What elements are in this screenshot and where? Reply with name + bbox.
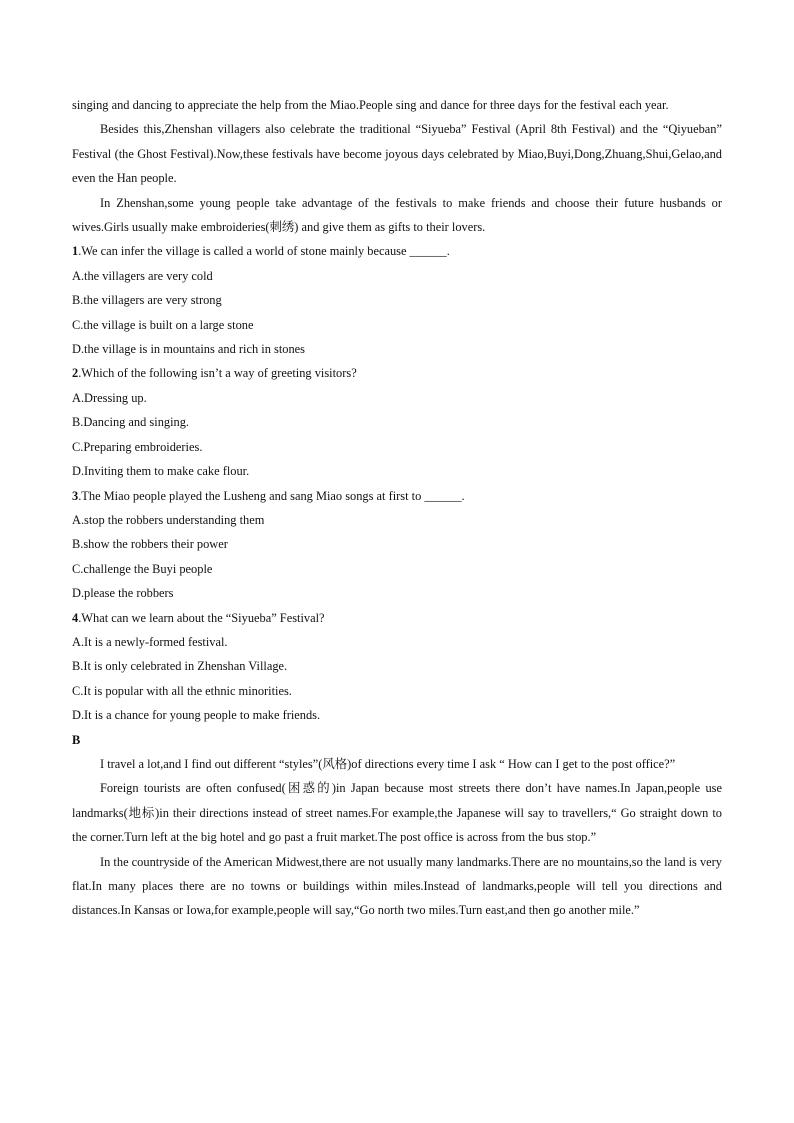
passage-b-paragraph-3: In the countryside of the American Midwest,there are not usually many landmarks.There are no mountains,so the land is very flat.In many places there are no towns or buildings within miles.Instead of landmarks,people will tell you directions and distances.In Kansas or Iowa,for example,people will say,“Go north two miles.Turn east,and then go another mile.” [72, 854, 722, 918]
question-number: 1 [72, 244, 79, 259]
question-text: .We can infer the village is called a world of stone mainly because ______. [78, 244, 450, 259]
question-number: 4 [72, 610, 79, 625]
question-number: 2 [72, 366, 79, 381]
question-2-option-d: D.Inviting them to make cake flour. [72, 464, 250, 479]
question-2-option-b: B.Dancing and singing. [72, 415, 190, 430]
question-1-option-a: A.the villagers are very cold [72, 268, 213, 283]
question-number: 3 [72, 488, 79, 503]
question-text: .What can we learn about the “Siyueba” Festival? [78, 610, 325, 625]
passage-a-paragraph-1: singing and dancing to appreciate the help from the Miao.People sing and dance for three days for the festival each year. [72, 98, 669, 112]
passage-a-paragraph-3: In Zhenshan,some young people take advantage of the festivals to make friends and choose their future husbands or wives.Girls usually make embroideries(刺绣) and give them as gifts to their lovers. [72, 195, 722, 235]
question-4 [72, 606, 722, 630]
question-2-option-c: C.Preparing embroideries. [72, 439, 203, 454]
question-3-option-d: D.please the robbers [72, 586, 174, 601]
passage-b-paragraph-1: I travel a lot,and I find out different “styles”(风格)of directions every time I ask “ How can I get to the post office?” [100, 756, 676, 771]
question-3-option-a: A.stop the robbers understanding them [72, 512, 265, 527]
question-3 [72, 484, 722, 508]
question-text: .The Miao people played the Lusheng and sang Miao songs at first to ______. [78, 488, 465, 503]
question-3-option-b: B.show the robbers their power [72, 537, 228, 552]
question-2 [72, 361, 722, 385]
question-4-option-d: D.It is a chance for young people to make friends. [72, 708, 321, 723]
question-1 [72, 239, 722, 263]
question-1-option-c: C.the village is built on a large stone [72, 317, 254, 332]
question-2-option-a: A.Dressing up. [72, 390, 147, 405]
passage-a-paragraph-2: Besides this,Zhenshan villagers also celebrate the traditional “Siyueba” Festival (April 8th Festival) and the “Qiyueban” Festival (the Ghost Festival).Now,these festivals have become joyous days celebrated by Miao,Buyi,Dong,Zhuang,Shui,Gelao,and even the Han people. [72, 122, 722, 186]
question-3-option-c: C.challenge the Buyi people [72, 561, 213, 576]
question-text: .Which of the following isn’t a way of greeting visitors? [78, 366, 357, 381]
passage-b-paragraph-2: Foreign tourists are often confused(困惑的)in Japan because most streets there don’t have names.In Japan,people use landmarks(地标)in their directions instead of street names.For example,the Japanese will say to travellers,“ Go straight down to the corner.Turn left at the big hotel and go past a fruit market.The post office is across from the bus stop.” [72, 781, 722, 845]
question-1-option-b: B.the villagers are very strong [72, 293, 222, 308]
section-label-b: B [72, 732, 81, 747]
document-page [72, 93, 722, 923]
question-4-option-a: A.It is a newly-formed festival. [72, 634, 228, 649]
question-4-option-c: C.It is popular with all the ethnic minorities. [72, 683, 292, 698]
question-4-option-b: B.It is only celebrated in Zhenshan Village. [72, 659, 288, 674]
question-1-option-d: D.the village is in mountains and rich in stones [72, 342, 305, 357]
